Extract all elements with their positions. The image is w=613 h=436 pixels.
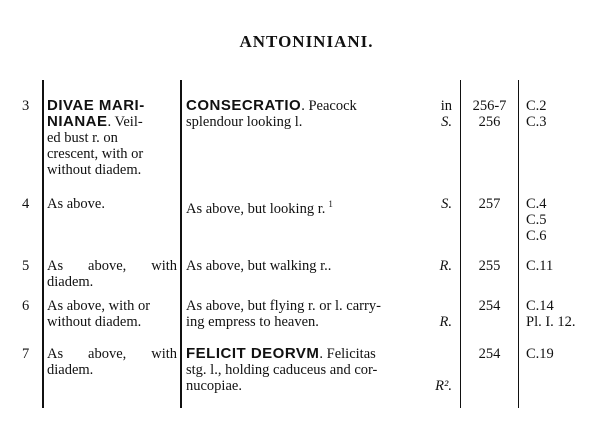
date-value: 257	[478, 196, 501, 212]
column-divider-reference	[518, 80, 519, 408]
date-value: 256	[478, 114, 501, 130]
rarity-mark: R.	[439, 258, 452, 274]
row-number: 5	[22, 258, 30, 274]
obverse-description	[47, 196, 177, 212]
reference-value: C.3	[526, 114, 547, 130]
reference-value: C.11	[526, 258, 554, 274]
obverse-legend: NIANAE	[47, 113, 108, 130]
reverse-text: stg. l., holding caduceus and cor-	[186, 362, 378, 378]
reference-cell	[526, 258, 611, 274]
reverse-description	[186, 346, 456, 394]
obverse-text: ed bust r. on	[47, 130, 118, 146]
obverse-text: diadem.	[47, 274, 94, 290]
obverse-text: As above, with	[47, 258, 177, 274]
reference-value: C.14	[526, 298, 554, 314]
reverse-text: ing empress to heaven.	[186, 314, 319, 330]
reference-value: C.2	[526, 98, 547, 114]
reverse-text: As above, but flying r. or l. carry-	[186, 298, 381, 314]
footnote-mark: 1	[328, 199, 333, 209]
reverse-legend: FELICIT DEORVM	[186, 345, 320, 362]
reverse-description	[186, 258, 456, 274]
obverse-text: . Veil-	[107, 114, 143, 130]
date-cell	[462, 98, 517, 130]
obverse-text: As above, with or	[47, 298, 151, 314]
reverse-description	[186, 196, 456, 217]
column-divider-date	[460, 80, 461, 408]
obverse-text: without diadem.	[47, 162, 142, 178]
row-number: 3	[22, 98, 30, 114]
date-cell	[462, 298, 517, 314]
obverse-text: crescent, with or	[47, 146, 144, 162]
obverse-description	[47, 98, 177, 178]
reference-cell	[526, 346, 611, 362]
obverse-description	[47, 298, 177, 330]
reference-value: C.4	[526, 196, 547, 212]
date-cell	[462, 346, 517, 362]
reverse-text: As above, but looking r.	[186, 200, 326, 217]
rarity-mark: S.	[441, 196, 452, 212]
reference-value: C.6	[526, 228, 547, 244]
reverse-text: As above, but walking r..	[186, 258, 332, 274]
column-divider-obverse	[42, 80, 44, 408]
reverse-text: in	[440, 98, 452, 114]
reference-value: C.19	[526, 346, 554, 362]
date-value: 256-7	[472, 98, 507, 114]
reference-cell	[526, 196, 611, 244]
rarity-mark: R².	[435, 378, 452, 394]
reference-cell	[526, 298, 611, 330]
obverse-description	[47, 258, 177, 290]
obverse-text: As above, with	[47, 346, 177, 362]
reference-value: Pl. I. 12.	[526, 314, 576, 330]
reference-cell	[526, 98, 611, 130]
obverse-text: As above.	[47, 196, 105, 212]
date-cell	[462, 196, 517, 212]
obverse-text: without diadem.	[47, 314, 142, 330]
rarity-mark: R.	[439, 314, 452, 330]
reverse-text: nucopiae.	[186, 378, 242, 394]
rarity-mark: S.	[441, 114, 452, 130]
row-number: 7	[22, 346, 30, 362]
date-value: 254	[478, 346, 501, 362]
row-number: 6	[22, 298, 30, 314]
row-number: 4	[22, 196, 30, 212]
date-value: 255	[478, 258, 501, 274]
reverse-text: splendour looking l.	[186, 114, 303, 130]
column-divider-reverse	[180, 80, 182, 408]
date-cell	[462, 258, 517, 274]
obverse-legend: DIVAE MARI-	[47, 97, 145, 114]
reverse-description	[186, 98, 456, 130]
reverse-text: . Peacock	[301, 98, 357, 114]
date-value: 254	[478, 298, 501, 314]
reverse-text: . Felicitas	[319, 346, 376, 362]
page-title: ANTONINIANI.	[239, 32, 374, 51]
reference-value: C.5	[526, 212, 547, 228]
reverse-legend: CONSECRATIO	[186, 97, 302, 114]
reverse-description	[186, 298, 456, 330]
obverse-text: diadem.	[47, 362, 94, 378]
obverse-description	[47, 346, 177, 378]
